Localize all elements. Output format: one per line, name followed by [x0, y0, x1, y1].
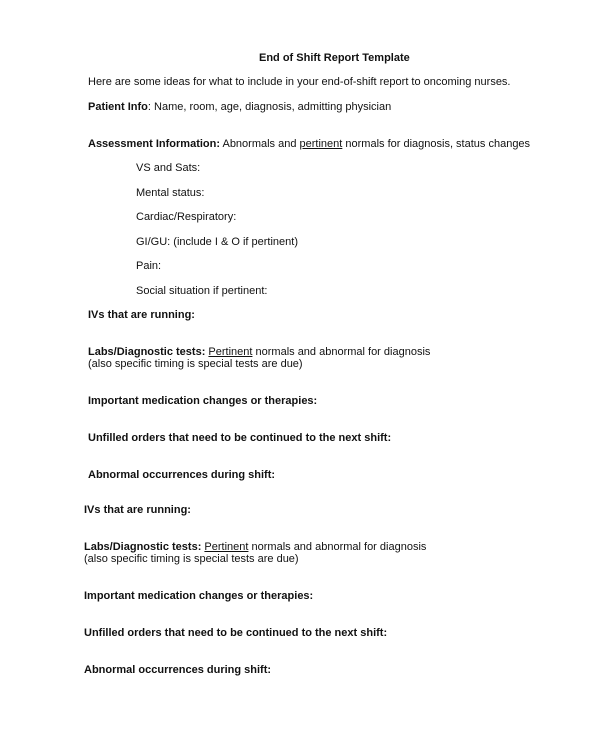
- assessment-item-pain: Pain:: [136, 260, 162, 272]
- intro-text: Here are some ideas for what to include in your end-of-shift report to oncoming nurses.: [88, 76, 511, 88]
- assessment-item-cardiac: Cardiac/Respiratory:: [136, 211, 237, 223]
- labs-note: (also specific timing is special tests are due): [88, 358, 303, 370]
- labs-note: (also specific timing is special tests are due): [84, 553, 299, 565]
- labs-text: normals and abnormal for diagnosis: [248, 541, 427, 553]
- unfilled-orders-heading: Unfilled orders that need to be continued to the next shift:: [88, 432, 392, 444]
- assessment-text-after: normals for diagnosis, status changes: [342, 138, 531, 150]
- assessment-item-mental: Mental status:: [136, 187, 205, 199]
- unfilled-orders-heading: Unfilled orders that need to be continued to the next shift:: [84, 627, 388, 639]
- patient-info-label: Patient Info: [88, 101, 148, 113]
- patient-info-line: [88, 101, 391, 114]
- assessment-item-vs: VS and Sats:: [136, 162, 201, 174]
- assessment-line: [88, 138, 530, 151]
- ivs-heading: IVs that are running:: [88, 309, 195, 321]
- patient-info-text: : Name, room, age, diagnosis, admitting physician: [147, 101, 392, 113]
- medication-heading: Important medication changes or therapies:: [84, 590, 314, 602]
- labs-underlined: Pertinent: [204, 541, 249, 553]
- assessment-item-social: Social situation if pertinent:: [136, 285, 268, 297]
- labs-underlined: Pertinent: [208, 346, 253, 358]
- abnormal-occurrences-heading: Abnormal occurrences during shift:: [88, 469, 276, 481]
- assessment-underlined: pertinent: [299, 138, 343, 150]
- assessment-text-before: Abnormals and: [220, 138, 300, 150]
- medication-heading: Important medication changes or therapies:: [88, 395, 318, 407]
- labs-label: Labs/Diagnostic tests:: [88, 346, 206, 358]
- assessment-label: Assessment Information:: [88, 138, 221, 150]
- assessment-item-gigu: GI/GU: (include I & O if pertinent): [136, 236, 299, 248]
- labs-label: Labs/Diagnostic tests:: [84, 541, 202, 553]
- ivs-heading: IVs that are running:: [84, 504, 191, 516]
- abnormal-occurrences-heading: Abnormal occurrences during shift:: [84, 664, 272, 676]
- labs-text: normals and abnormal for diagnosis: [252, 346, 431, 358]
- document-title: End of Shift Report Template: [259, 52, 410, 64]
